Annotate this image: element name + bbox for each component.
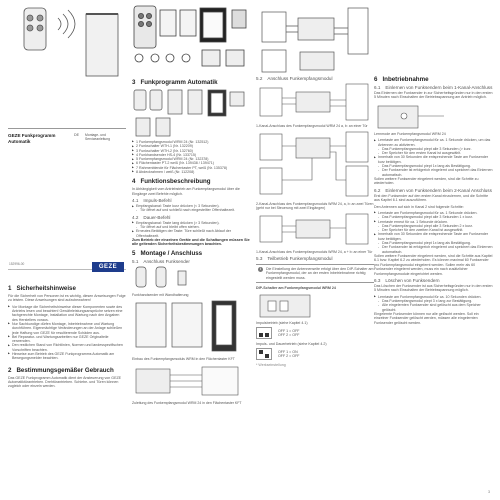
cover-title: GEZE Funkprogramm Automatik	[8, 133, 56, 144]
sec5-heading: 5 Montage / Anschluss	[132, 249, 203, 257]
sec1-intro: Für die Sicherheit von Personen ist es wichtig, diesen Anweisungen Folge zu leisten. Diese Anweisungen sind aufzubewahren!	[8, 294, 126, 303]
sec62-item: - Das Funkempfangsmodul piept alle 3 Sekunden 1 x kurz.	[374, 215, 494, 219]
sec4-intro: In Abhängigkeit vom Antriebstrieb am Funkempfangsmodul über die Eingänge zwei Befehle möglich.	[132, 187, 240, 196]
sec42-item: - Tür öffnet auf und bleibt offen stehen.	[132, 225, 250, 229]
sec62-extra: Sollen weitere Funksender eingelernt werden, sind die Schritte aus Kapitel 6.1 bzw. Kapitel 6.2 zu wiederholen. Es können maximal 60 Funksender pro Funkempfangsmodul eingelernt werden. Sollen mehr als 60 Funksender eingelernt werden, muss ein nach zusätzlicher Funkempfangsmodule eingerichtet werden.	[374, 253, 493, 276]
sec3-item: ▶ 8 Abdeckrahmen / weiß (Nr. 112208)	[132, 170, 250, 174]
sec62-item: ▶ Lerntaste erneut für ca. 1 Sekunde drücken.	[374, 220, 494, 224]
impuls-state: OFF 2 = OFF	[278, 333, 300, 338]
doc-number: 152996-00	[9, 262, 25, 266]
column-1	[8, 282, 126, 482]
sec1-item: ▶ Bei Reparatur- und Wartungsarbeiten nur GEZE Originalteile verwenden.	[8, 335, 126, 344]
sec62-item: ▶ Lerntaste am Funkempfangsmodul für ca. 1 Sekunde drücken.	[374, 211, 494, 215]
sec61-item: - Der Speicher für den ersten Kanal ist ausgewählt.	[374, 151, 494, 155]
sec42-extra: ▶ Erneutes Betätigen der Taste: Türe schließt nach Ablauf der Offenhaltezeit.	[132, 229, 250, 238]
sec3-item: ▶ 6 Flächentaster PT-2 weiß (Nr. 139438 / 139471)	[132, 161, 250, 165]
sec63-heading: 6.3 Löschen von Funksendern	[374, 277, 440, 283]
sec41-item: - Tür öffnet auf und schließt nach eingestellter Offenhaltezeit.	[132, 208, 250, 212]
impuls-label: Impulsbetrieb (siehe Kapitel 4.1)	[256, 320, 308, 325]
sec3-item: ▶ 7 Rahmenblende für Flächentaster PT, weiß (Nr. 135378)	[132, 166, 250, 170]
sec42-heading: 4.2 Dauer-Befehl	[132, 214, 171, 220]
wiring-caption-a: 1-Kanal-Anschluss des Funkempfangsmodul WRM 24 a, b: an einer Tür	[256, 124, 368, 128]
dauer-state: OFF 2 = OFF	[278, 354, 300, 359]
sec4-heading: 4 Funktionsbeschreibung	[132, 178, 211, 186]
sec52-heading: 5.2 Anschluss Funkempfangsmodul	[256, 76, 333, 81]
sec62-item: - Das Funkempfangsmodul piept alle 3 Sekunden 2 x kurz.	[374, 224, 494, 228]
sec6-heading: 6 Inbetriebnahme	[374, 76, 429, 83]
sec41-heading: 4.1 Impuls-Befehl	[132, 198, 172, 204]
footnote: * Werkseinstellung	[256, 363, 286, 368]
sec2-text: Das GEZE Funkprogramm Automatik dient der Ansteuerung von GEZE Automatiktürantrieben. Drehtürantrieben. Schiebe- und Türen können zugleich oder einzeln werden.	[8, 375, 122, 389]
sec1-item: ▶ Vor Montage die Sicherheitshinweise dieser Komponenten sowie des Antriebs lesen und beachten! Gewährleistungsansprüche setzen eine fachgerechte Montage, Installation und Wartung nach den Angaben des Herstellers voraus.	[8, 305, 126, 322]
sec61-item: - Der Funksender ist erfolgreich eingelernt und speichert das Einlernen automatisch.	[374, 168, 494, 177]
lernmode-figure	[374, 102, 494, 132]
sec63-text: Das Löschen der Funksender ist aus Sicherheitsgründen nur in den ersten 5 Minuten nach Einschalten der Betriebsspannung möglich.	[374, 283, 493, 293]
dip-heading: DIP-Schalter am Funkempfangsmodul WRM 24	[256, 286, 336, 291]
dauer-label: Impuls- und Dauerbetrieb (siehe Kapitel 4.2)	[256, 342, 327, 347]
sec1-item: ▶ Den restlichen Stand von Richtlinien, Normen und landesspezifischen Vorschriften beachten.	[8, 343, 126, 352]
sec61-text: Das Einlernen der Funksender in zur Sicherheitsgründen nur in den ersten 5 Minuten nach Einschalten der Betriebsspannung am Antrieb möglich.	[374, 91, 493, 100]
sec63-extra: Eingelernte Funksender können nur alle gelöscht werden. Soll ein einzelner Funksender gelöscht werden, müssen alle eingelernten Funksender gelöscht werden.	[374, 311, 479, 325]
sec61-item: ▶ Innerhalb von 30 Sekunden die entsprechende Taste am Funksender kurz betätigen.	[374, 155, 494, 164]
sec63-item: ▶ Lerntaste am Funkempfangsmodul für ca. 10 Sekunden drücken.	[374, 295, 494, 299]
dip-switch-dauer	[256, 348, 272, 360]
sec62-item: - Der Speicher für den zweiten Kanal ist ausgewählt.	[374, 228, 494, 232]
sec62-heading: 6.2 Einlernen von Funksendern beim 2-Kanal Anschluss	[374, 187, 492, 193]
sec41-item: ▶ Empfangskanal: Taste kurz drücken (< 3 Sekunden).	[132, 204, 250, 208]
sec61-item: - Das Funkempfangsmodul piept alle 3 Sekunden (> kurz.	[374, 147, 494, 151]
lang-label: Montage- und Serviceanleitung	[85, 133, 111, 142]
sec3-item: ▶ 2 Funkschalter WTH-1 (Nr. 132209)	[132, 144, 250, 148]
wrm-figure	[132, 299, 250, 355]
column-4	[374, 76, 494, 496]
sec3-item: ▶ 4 Funkhandsender HS-4 (Nr. 133715)	[132, 153, 250, 157]
sec62-item: - Das Funkempfangsmodul piept 1x lang als Bestätigung.	[374, 241, 494, 245]
wiring-caption-b: 2-Kanal-Anschluss des Funkempfangsmoduls WRM 24, a, b: an zwei Türen (geht nur bei Steuerung mit zwei Eingängen)	[256, 202, 374, 210]
dip-switch-impuls	[256, 327, 272, 339]
sec1-item: ▶ Nur Sachkundige dürfen Montage, Inbetriebnahme und Wartung durchführen. Eigenmächtige Veränderungen an der Anlage schließen jede Haftung von GEZE für resultierende Schäden aus.	[8, 322, 126, 335]
sec5-caption-3: Zuleitung des Funkempfangsmodul WRM 24 in den Flächentaster KFT	[132, 400, 242, 405]
page-number: 3	[488, 490, 490, 494]
column-2	[132, 76, 250, 476]
dauer-state: OFF 1 = ON	[278, 350, 298, 355]
sec42-item: ▶ Empfangskanal: Taste lang drücken (> 3 Sekunden).	[132, 221, 250, 225]
lang-code: DE	[74, 133, 79, 137]
sec3-item: ▶ 5 Funkempfangsmodul WRM 24 (Nr. 132378)	[132, 157, 250, 161]
wiring-diagram-b	[256, 130, 374, 200]
sec62-item: ▶ Innerhalb von 30 Sekunden die entsprechende Taste am Funksender kurz betätigen.	[374, 232, 494, 241]
cover-illustration	[24, 8, 118, 76]
sec62-item: - Der Funksender ist erfolgreich eingelernt und speichert das Einlernen automatisch.	[374, 245, 494, 254]
dip-switch-module	[256, 293, 374, 321]
sec3-item: ▶ 3 Funkschalter WTH-2 (Nr. 132760)	[132, 149, 250, 153]
sec63-item: - Alle eingelernten Funksender sind gelöscht aus dem Speicher gelöscht.	[374, 303, 494, 312]
wrm-wiring-figure	[132, 363, 250, 399]
lernmode-caption: Lernmode am Funkempfangsmodul WRM 24	[374, 131, 446, 136]
column-3	[256, 76, 374, 476]
sec63-item: - Das Funkempfangsmodul piept 3 x lang zur Bestätigung.	[374, 299, 494, 303]
dip-note: i Die Einstellung der Antennenseite erfolgt über den DIP-Schalter am Funkempfangsmodul, der an der ersten Inbetriebnahme richtig eingestellt werden muss.	[256, 264, 374, 283]
sec2-heading: 2 Bestimmungsgemäßer Gebrauch	[8, 366, 114, 374]
product-images	[134, 6, 246, 66]
wiring-diagram-top	[262, 8, 368, 72]
impuls-state: OFF 1 = OFF	[278, 328, 300, 333]
sec3-heading: 3 Funkprogramm Automatik	[132, 79, 218, 86]
cover-panel	[8, 128, 126, 218]
sec3-item: ▶ 1 Funkempfangsmodul WRM 24 (Nr. 132512)	[132, 140, 250, 144]
sec1-heading: 1 Sicherheitshinweise	[8, 285, 76, 292]
wiring-diagram-c	[256, 212, 374, 248]
sec51-caption: Funkhandsender mit Wandhalterung	[132, 292, 189, 297]
wiring-diagram-a	[256, 82, 374, 122]
sec62-intro: Den Antennen auf sich in Kanal 2 sind folgende Schritte:	[374, 204, 464, 209]
sec62-text: Erst den Funksender auf den ersten Kanal einzulernen, und die Schritte aus Kapitel 6.1 sind auszuführen.	[374, 193, 489, 203]
geze-logo: GEZE	[92, 262, 124, 272]
sec51-heading: 5.1 Anschluss Funksender	[132, 258, 190, 264]
sec4-warning: Zum Betrieb der einzelnen Geräte und die Schaltungen müssen Sie alle geltenden Sicherheitsbestimmungen beachten.	[132, 237, 250, 247]
sec61-extra: Sollen weitere Funksender eingelernt werden, sind die Schritte zu wiederholen.	[374, 176, 479, 186]
sec61-item: - Das Funkempfangsmodul piept 1x lang als Bestätigung.	[374, 164, 494, 168]
sec3-figure	[132, 88, 250, 140]
sec5-caption-2: Einbau des Funkempfangsmoduls WRM in den Flächentaster KFT	[132, 356, 235, 361]
sec61-item: ▶ Lerntaste am Funkempfangsmodul für ca. 1 Sekunde drücken, um das Antennen zu aktivieren.	[374, 138, 494, 147]
handsender-figure	[132, 265, 250, 291]
sec53-heading: 5.3 Teilbetrieb Funkempfangsmodul	[256, 256, 333, 261]
sec1-item: ▶ Hinweise zum Betrieb des GEZE Funkprogramms Automatik am Bewegungsmelder beachten.	[8, 352, 126, 361]
header-illustrations	[0, 0, 500, 78]
sec61-heading: 6.1 Einlernen von Funksendern beim 1-Kanal-Anschluss	[374, 85, 493, 90]
wiring-caption-c: 1-Kanal-Anschluss des Funkempfangsmoduls WRM 24, a + b: an einer Tür	[256, 250, 373, 254]
